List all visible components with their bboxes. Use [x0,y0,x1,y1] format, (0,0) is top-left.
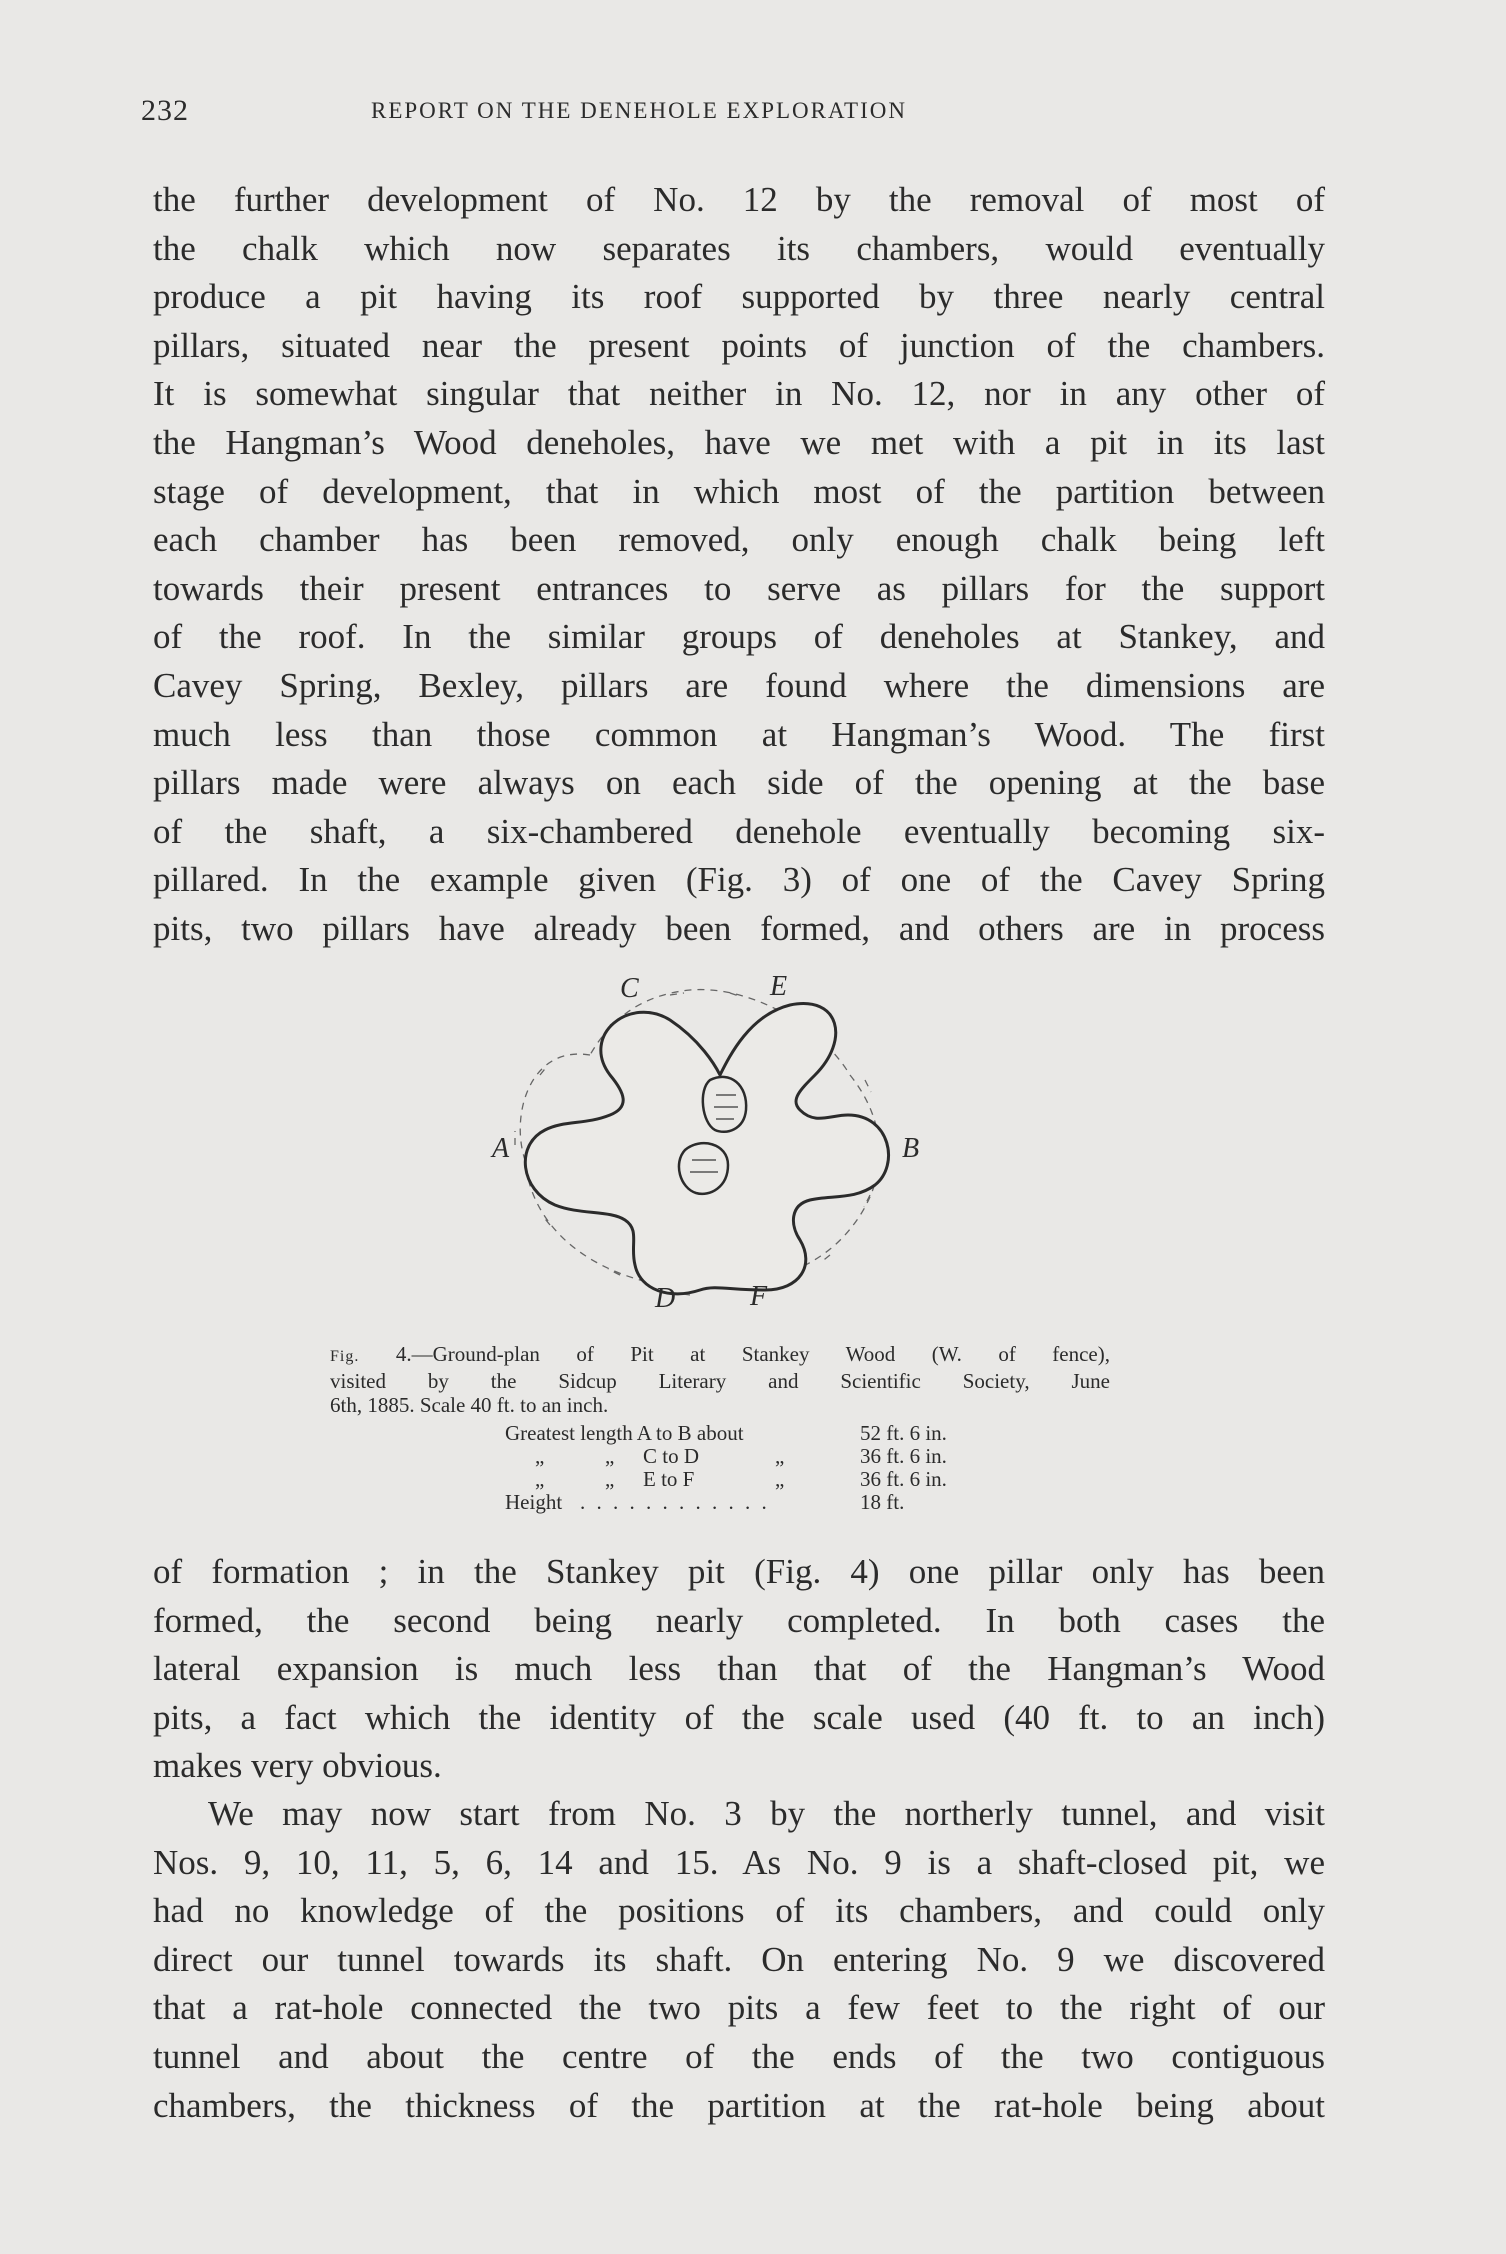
measurement-label: C to D [643,1444,700,1468]
text-line: had no knowledge of the positions of its chambers, and could only [153,1891,1325,1931]
label-b: B [902,1133,920,1164]
text-line: of formation ; in the Stankey pit (Fig. 4) one pillar only has been [153,1552,1325,1591]
text-line: each chamber has been removed, only enough chalk being left [153,520,1325,560]
ditto-mark: „ [775,1444,785,1468]
text-line: that a rat-hole connected the two pits a few feet to the right of our [153,1988,1325,2028]
text-line: pits, a fact which the identity of the scale used (40 ft. to an inch) [153,1697,1325,1737]
label-c: C [620,973,639,1004]
ditto-mark: „ [775,1467,785,1491]
text-line: pillars made were always on each side of the opening at the base [153,763,1325,803]
caption-line: 6th, 1885. Scale 40 ft. to an inch. [330,1393,609,1417]
text-line: makes very obvious. [153,1746,442,1786]
text-line: tunnel and about the centre of the ends of the two contiguous [153,2036,1325,2076]
measurement-row [505,1422,985,1445]
measurement-value: 18 ft. [860,1490,905,1514]
text-line: the chalk which now separates its chambers, would eventually [153,228,1325,268]
running-title: REPORT ON THE DENEHOLE EXPLORATION [371,98,907,123]
figure-caption [330,1342,1110,1417]
text-line: the Hangman’s Wood deneholes, have we met with a pit in its last [153,422,1325,462]
label-d: D [655,1283,676,1314]
measurement-value: 36 ft. 6 in. [860,1444,947,1468]
label-e: E [770,971,788,1002]
leader-dots: . . . . . . . . . . . . [580,1490,770,1514]
ground-plan-drawing [470,965,950,1325]
text-line: It is somewhat singular that neither in No. 12, nor in any other of [153,374,1325,414]
text-line: pillared. In the example given (Fig. 3) of one of the Cavey Spring [153,860,1325,900]
text-line: chambers, the thickness of the partition at the rat-hole being about [153,2085,1325,2125]
caption-text: 4.—Ground-plan of Pit at Stankey Wood (W. of fence), [395,1342,1110,1366]
text-line: stage of development, that in which most of the partition between [153,471,1325,511]
text-line: of the roof. In the similar groups of deneholes at Stankey, and [153,617,1325,657]
text-line: much less than those common at Hangman’s Wood. The first [153,714,1325,754]
figure-ground-plan [470,965,950,1325]
text-line: Cavey Spring, Bexley, pillars are found where the dimensions are [153,665,1325,705]
paragraph-1 [153,176,1325,954]
measurement-label: Greatest length A to B about [505,1421,744,1445]
text-line: the further development of No. 12 by the removal of most of [153,180,1325,219]
ditto-mark: „ [535,1444,545,1468]
text-line: pillars, situated near the present points of junction of the chambers. [153,325,1325,365]
paragraph-2 [153,1548,1325,1791]
text-line: of the shaft, a six-chambered denehole eventually becoming six- [153,811,1325,851]
caption-line [330,1342,1110,1369]
pit-outline [525,1004,888,1294]
ditto-mark: „ [605,1467,615,1491]
ditto-mark: „ [535,1467,545,1491]
text-line: produce a pit having its roof supported by three nearly central [153,277,1325,317]
measurement-row [505,1491,985,1514]
text-line: pits, two pillars have already been formed, and others are in process [153,908,1325,948]
text-line: lateral expansion is much less than that of the Hangman’s Wood [153,1649,1325,1689]
measurement-row [505,1445,985,1468]
text-line: towards their present entrances to serve as pillars for the support [153,568,1325,608]
text-line: formed, the second being nearly completed. In both cases the [153,1600,1325,1640]
measurement-value: 36 ft. 6 in. [860,1467,947,1491]
label-f: F [750,1281,768,1312]
label-a: A [492,1133,510,1164]
page-number: 232 [141,94,189,127]
running-head [141,94,1321,134]
text-line: Nos. 9, 10, 11, 5, 6, 14 and 15. As No. 9 is a shaft-closed pit, we [153,1842,1325,1882]
ditto-mark: „ [605,1444,615,1468]
measurements-table [505,1422,985,1514]
measurement-label: E to F [643,1467,695,1491]
text-line: We may now start from No. 3 by the northerly tunnel, and visit [208,1794,1325,1833]
measurement-label: Height [505,1490,563,1514]
caption-fig-label: Fig. [330,1348,360,1365]
measurement-value: 52 ft. 6 in. [860,1421,947,1445]
paragraph-3 [153,1790,1325,2130]
measurement-row [505,1468,985,1491]
text-line: direct our tunnel towards its shaft. On entering No. 9 we discovered [153,1939,1325,1979]
caption-line: visited by the Sidcup Literary and Scientific Society, June [330,1369,1110,1393]
